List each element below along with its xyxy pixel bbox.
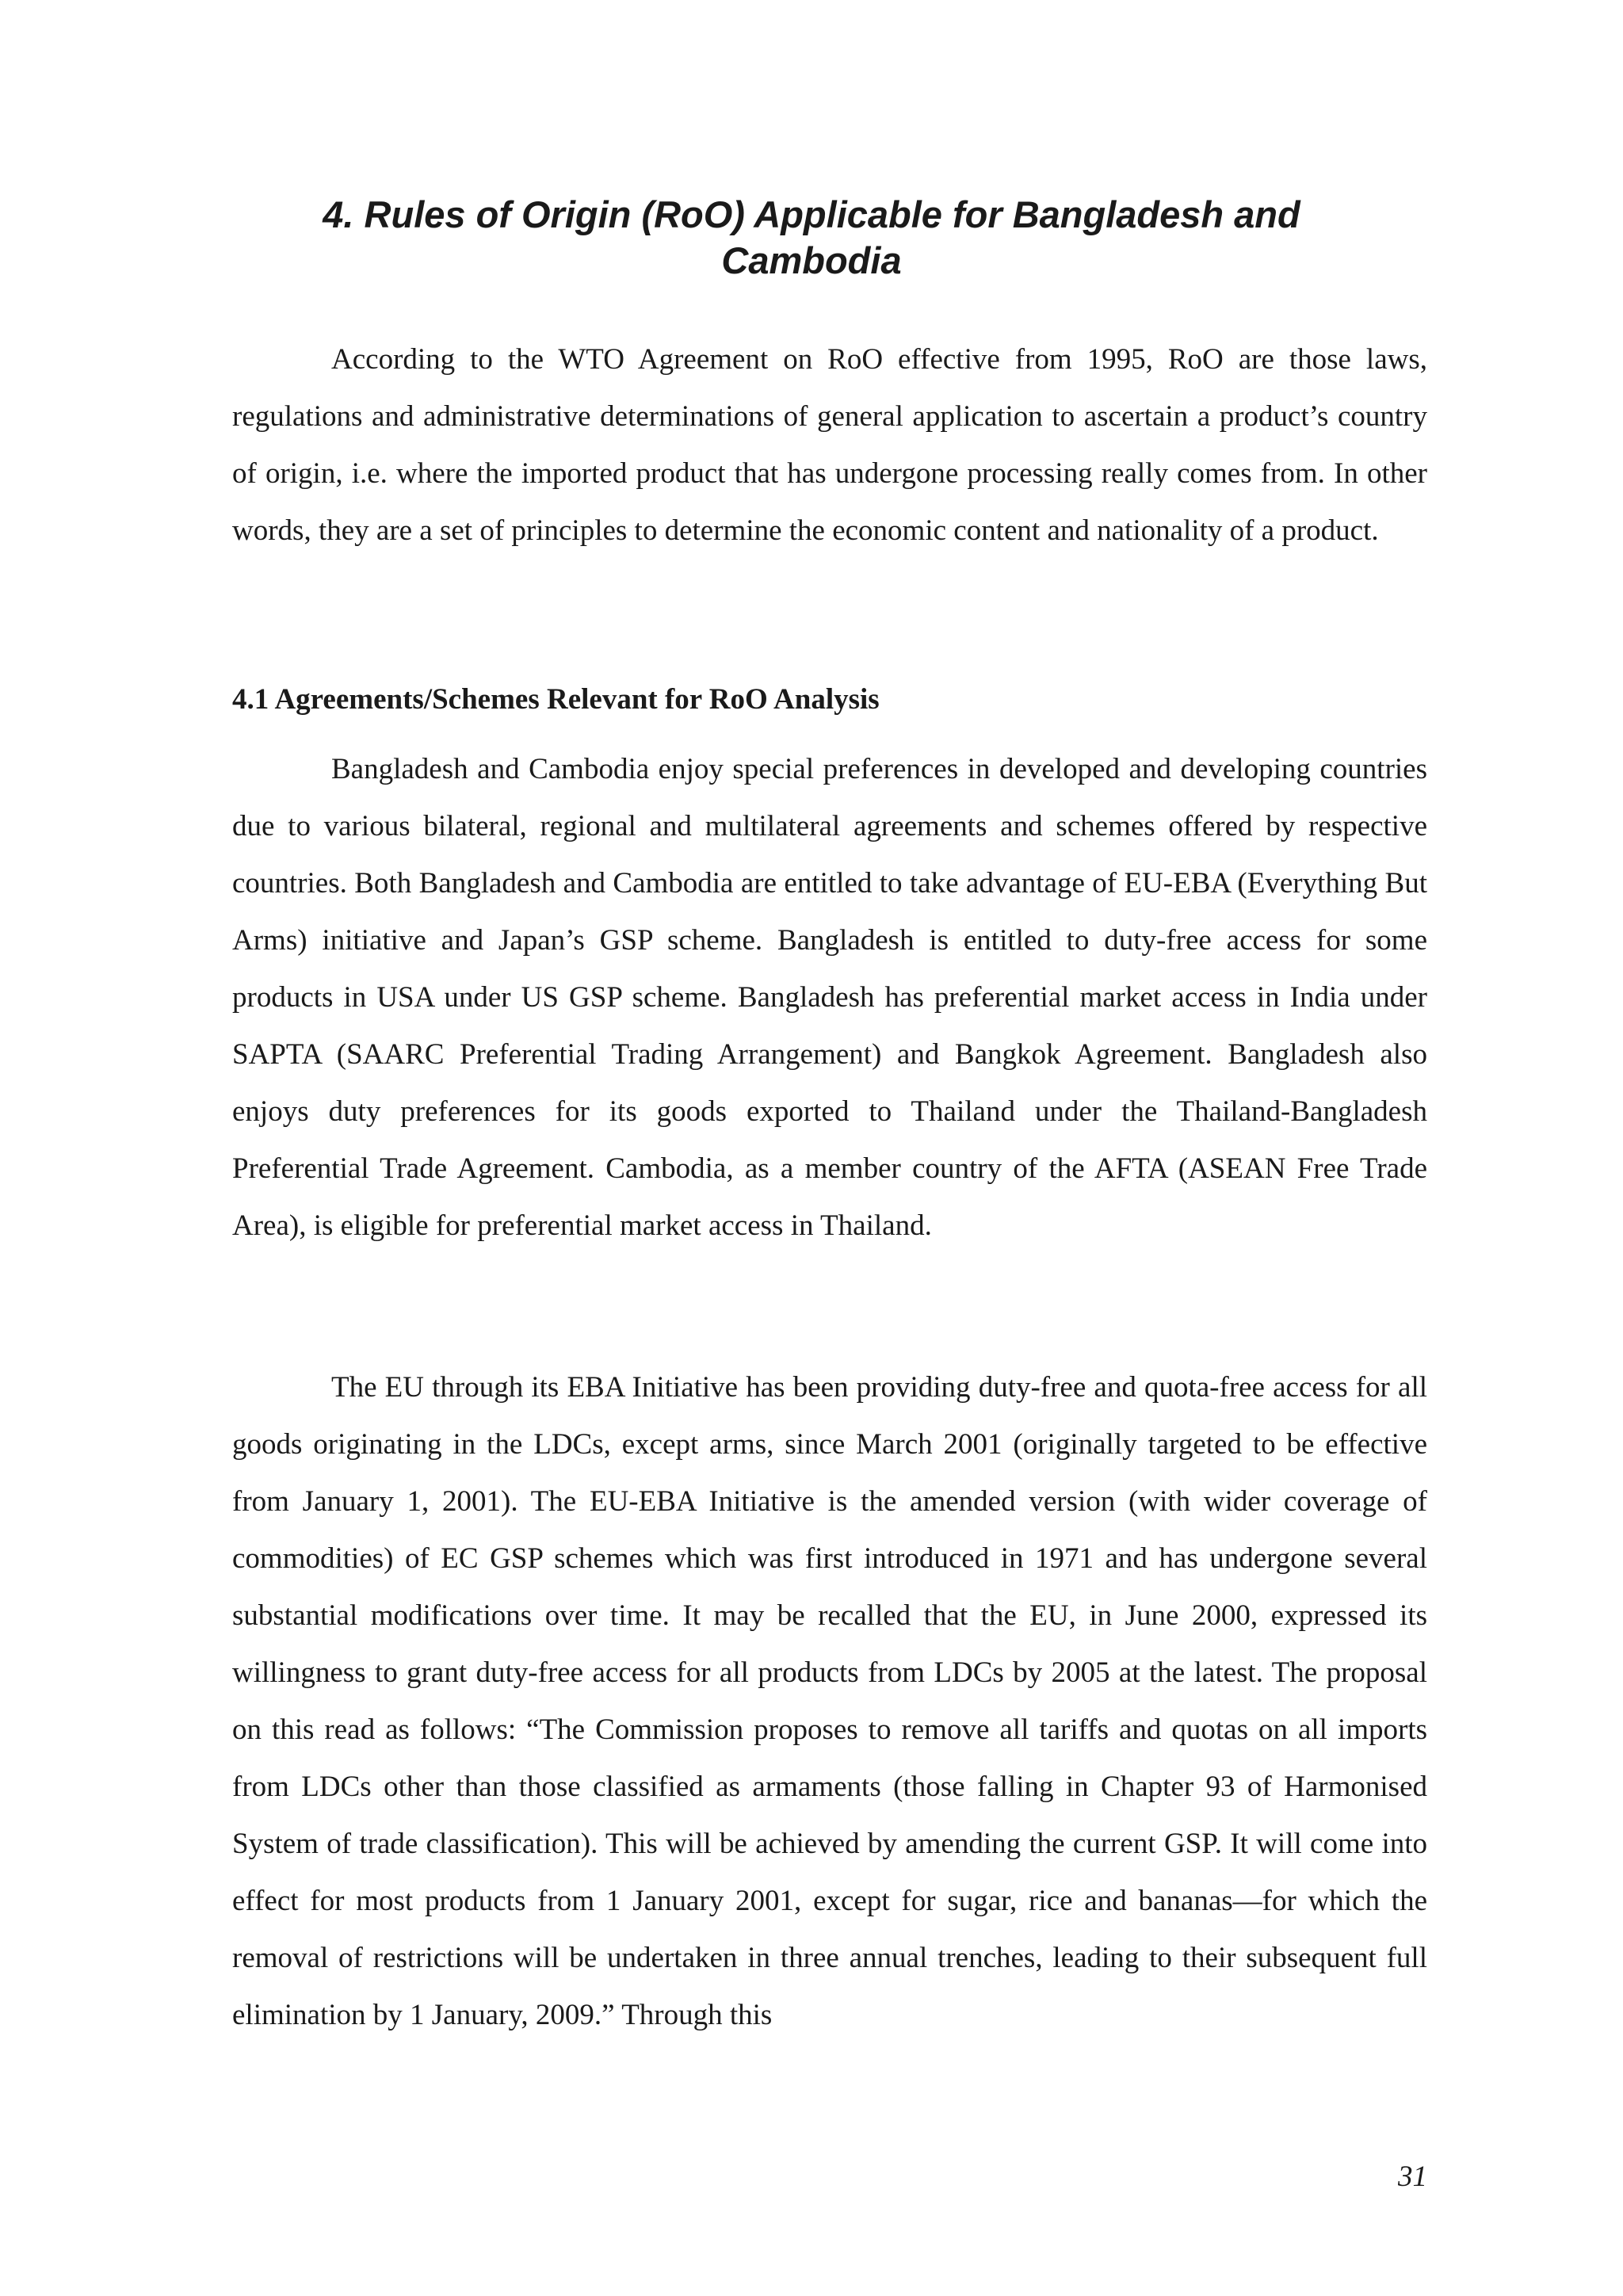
agreements-paragraph: Bangladesh and Cambodia enjoy special preferences in developed and developing countries due to various bilateral, regional and multilateral agreements and schemes offered by respective countries. Both Bangladesh and Cambodia are entitled to take advantage of EU-EBA (Everything But Arms) initiative and Japan’s GSP scheme. Bangladesh is entitled to duty-free access for some products in USA under US GSP scheme. Bangladesh has preferential market access in India under SAPTA (SAARC Preferential Trading Arrangement) and Bangkok Agreement. Bangladesh also enjoys duty preferences for its goods exported to Thailand under the Thailand-Bangladesh Preferential Trade Agreement. Cambodia, as a member country of the AFTA (ASEAN Free Trade Area), is eligible for preferential market access in Thailand. [232,753,1427,1242]
intro-paragraph: According to the WTO Agreement on RoO effective from 1995, RoO are those laws, regulations and administrative determinations of general application to ascertain a product’s country of origin, i.e. where the imported product that has undergone processing really comes from. In other words, they are a set of principles to determine the economic content and nationality of a product. [232,343,1427,547]
eba-paragraph: The EU through its EBA Initiative has been providing duty-free and quota-free access for all goods originating in the LDCs, except arms, since March 2001 (originally targeted to be effective from January 1, 2001). The EU-EBA Initiative is the amended version (with wider coverage of commodities) of EC GSP schemes which was first introduced in 1971 and has undergone several substantial modifications over time. It may be recalled that the EU, in June 2000, expressed its willingness to grant duty-free access for all products from LDCs by 2005 at the latest. The proposal on this read as follows: “The Commission proposes to remove all tariffs and quotas on all imports from LDCs other than those classified as armaments (those falling in Chapter 93 of Harmonised System of trade classification). This will be achieved by amending the current GSP. It will come into effect for most products from 1 January 2001, except for sugar, rice and bananas—for which the removal of restrictions will be undertaken in three annual trenches, leading to their subsequent full elimination by 1 January, 2009.” Through this [232,1371,1427,2031]
chapter-title-line-1: 4. Rules of Origin (RoO) Applicable for Bangladesh and [323,193,1300,235]
chapter-title [230,192,1393,284]
chapter-title-line-2: Cambodia [721,239,902,281]
section-heading: 4.1 Agreements/Schemes Relevant for RoO Analysis [232,683,880,716]
page-number: 31 [1398,2160,1427,2193]
